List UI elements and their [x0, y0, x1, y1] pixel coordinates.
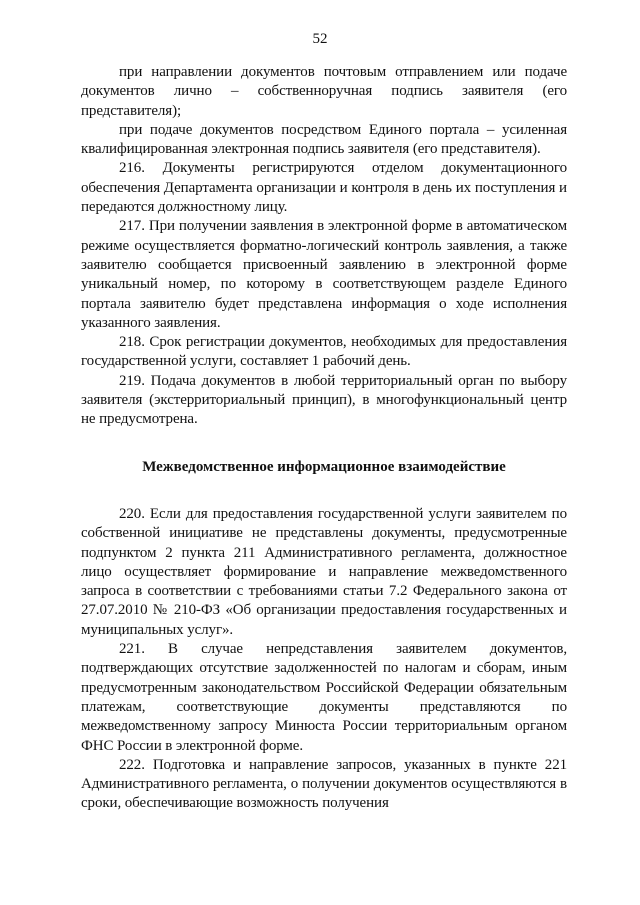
paragraph-218: 218. Срок регистрации документов, необходимых для предоставления государственной услуги, составляет 1 рабочий день. [81, 334, 567, 370]
paragraph-221: 221. В случае непредставления заявителем документов, подтверждающих отсутствие задолженностей по налогам и сборам, иным предусмотренным законодательством Российской Федерации обязательным платежам, соответствующие документы представляются по межведомственному запросу Минюста России территориальным органом ФНС России в электронной форме. [81, 641, 567, 754]
paragraph-219: 219. Подача документов в любой территориальный орган по выбору заявителя (экстерриториальный принцип), в многофункциональный центр не предусмотрена. [81, 372, 567, 428]
paragraph-222: 222. Подготовка и направление запросов, указанных в пункте 221 Административного регламента, о получении документов осуществляются в сроки, обеспечивающие возможность получения [81, 756, 567, 812]
section-heading: Межведомственное информационное взаимодействие [142, 458, 506, 475]
page-number: 52 [312, 31, 328, 47]
document-body [81, 63, 567, 814]
paragraph-postal-submission: при направлении документов почтовым отправлением или подаче документов лично – собственноручная подпись заявителя (его представителя); [81, 64, 567, 119]
paragraph-220: 220. Если для предоставления государственной услуги заявителем по собственной инициативе не представлены документы, предусмотренные подпунктом 2 пункта 211 Административного регламента, должностное лицо осуществляет формирование и направление межведомственного запроса в соответствии с требованиями статьи 7.2 Федерального закона от 27.07.2010 № 210-ФЗ «Об организации предоставления государственных и муниципальных услуг». [81, 505, 567, 638]
paragraph-portal-submission: при подаче документов посредством Единого портала – усиленная квалифицированная электронная подпись заявителя (его представителя). [81, 121, 567, 158]
paragraph-216: 216. Документы регистрируются отделом документационного обеспечения Департамента организации и контроля в день их поступления и передаются должностному лицу. [81, 160, 567, 216]
paragraph-217: 217. При получении заявления в электронной форме в автоматическом режиме осуществляется форматно-логический контроль заявления, а также заявителю сообщается присвоенный заявлению в электронной форме уникальный номер, по которому в соответствующем разделе Единого портала заявителю будет представлена информация о ходе исполнения указанного заявления. [81, 218, 567, 331]
